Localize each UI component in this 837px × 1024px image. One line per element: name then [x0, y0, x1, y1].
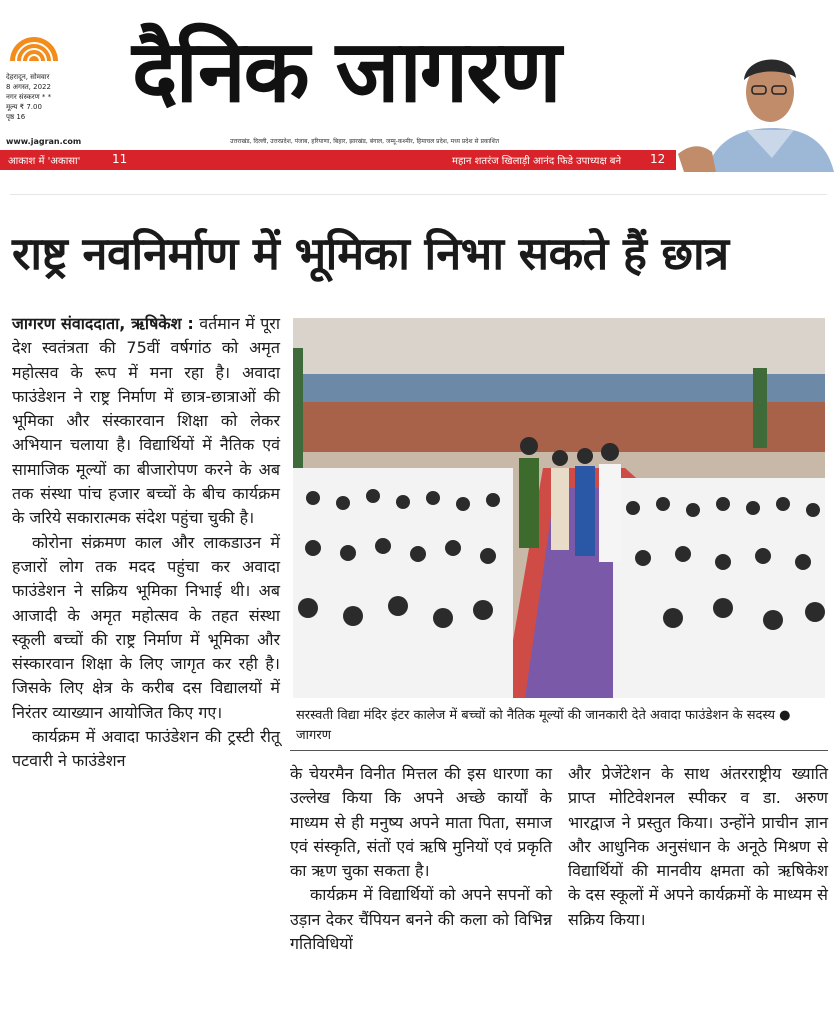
article-column-3	[568, 762, 828, 932]
masthead	[0, 0, 837, 172]
dateline-date: 8 अगस्त, 2022	[6, 83, 51, 91]
paragraph: कोरोना संक्रमण काल और लाकडाउन में हजारों लोग तक मदद पहुंचा कर अवादा फाउंडेशन ने सक्रिय भूमिका निभाई थी। अब आजादी के अमृत महोत्सव के तहत संस्था स्कूली बच्चों की राष्ट्र निर्माण में भूमिका और संस्कारवान शिक्षा के लिए जागृत कर रही है। जिसके लिए क्षेत्र के करीब दस विद्यालयों में निरंतर व्याख्यान आयोजित किए गए।	[12, 532, 280, 722]
article-column-2	[290, 762, 552, 956]
paragraph: और प्रेजेंटेशन के साथ अंतरराष्ट्रीय ख्याति प्राप्त मोटिवेशनल स्पीकर व डा. अरुण भारद्वाज ने प्रस्तुत किया। उन्होंने प्राचीन ज्ञान और आधुनिक अनुसंधान के अनूठे मिश्रण से विद्यार्थियों की मानवीय क्षमता को ऋषिकेश के दस स्कूलों में अपने कार्यक्रमों के माध्यम से सक्रिय किया।	[568, 764, 828, 929]
tease-bar	[0, 150, 720, 170]
dateline-price: मूल्य ₹ 7.00	[6, 103, 42, 111]
tease-portrait-image	[676, 36, 837, 172]
tease-right-page: 12	[650, 152, 666, 166]
paragraph-text: वर्तमान में पूरा देश स्वतंत्रता की 75वीं वर्षगांठ को अमृत महोत्सव के रूप में मना रहा है। अवादा फाउंडेशन ने राष्ट्र निर्माण में छात्र-छात्राओं की भूमिका और संस्कारवान शिक्षा को लेकर अभियान चलाया है। विद्यार्थियों में नैतिक एवं सामाजिक मूल्यों का बीजारोपण करने के अब तक संस्था पांच हजार बच्चों के बीच कार्यक्रम के जरिये सकारात्मक संदेश पहुंचा चुकी है।	[12, 314, 280, 528]
tease-right[interactable]: महान शतरंज खिलाड़ी आनंद फिडे उपाध्यक्ष बने	[452, 156, 622, 167]
paragraph: कार्यक्रम में विद्यार्थियों को अपने सपनों को उड़ान देकर चैंपियन बनने की कला को विभिन्न गतिविधियों	[290, 885, 552, 954]
article-column-1	[12, 312, 280, 774]
paragraph: कार्यक्रम में अवादा फाउंडेशन की ट्रस्टी रीतू पटवारी ने फाउंडेशन	[12, 727, 280, 771]
dateline-pages: पृष्ठ 16	[6, 113, 26, 121]
paragraph: के चेयरमैन विनीत मित्तल की इस धारणा का उल्लेख किया कि अपने अच्छे कार्यों के माध्यम से ही मनुष्य अपने माता पिता, समाज एवं संस्कृति, संतों एवं ऋषि मुनियों एवं प्रकृति का ऋण चुका सकता है।	[290, 764, 552, 881]
dateline-edition: नगर संस्करण * *	[6, 93, 52, 101]
byline: जागरण संवाददाता, ऋषिकेश :	[12, 314, 194, 333]
website-link[interactable]: www.jagran.com	[6, 137, 82, 146]
tease-left[interactable]: आकाश में 'अकासा'	[8, 156, 81, 167]
tease-left-page: 11	[112, 152, 128, 166]
photo-caption: सरस्वती विद्या मंदिर इंटर कालेज में बच्चों को नैतिक मूल्यों की जानकारी देते अवादा फाउंडेशन के सदस्य ● जागरण	[296, 708, 791, 743]
dateline	[6, 72, 106, 122]
sun-logo-icon	[8, 34, 60, 62]
divider	[10, 194, 827, 195]
article-photo	[293, 318, 825, 698]
paragraph	[12, 312, 280, 531]
dateline-city: देहरादून, सोमवार	[6, 73, 50, 81]
divider	[290, 750, 828, 751]
newspaper-brand: दैनिक जागरण	[132, 22, 560, 122]
article-headline: राष्ट्र नवनिर्माण में भूमिका निभा सकते हैं छात्र	[12, 227, 729, 280]
editions-list: उत्तराखंड, दिल्ली, उत्तरप्रदेश, पंजाब, हरियाणा, बिहार, झारखंड, बंगाल, जम्मू-कश्मीर, हिमाचल प्रदेश, मध्य प्रदेश से प्रकाशित	[230, 138, 500, 145]
